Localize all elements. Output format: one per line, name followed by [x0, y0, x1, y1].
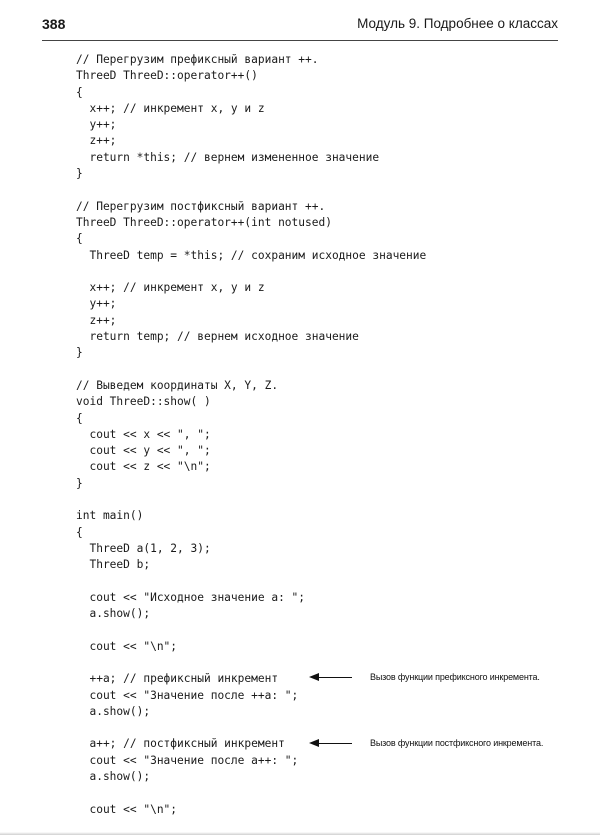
page-header — [42, 16, 558, 36]
code-line: return *this; // вернем измененное значение — [76, 150, 380, 164]
code-line: return temp; // вернем исходное значение — [76, 330, 359, 344]
code-line: x++; // инкремент x, y и z — [76, 101, 265, 115]
code-line: cout << "\n"; — [76, 639, 178, 653]
code-line — [76, 720, 556, 736]
code-line: a++; // постфиксный инкремент — [76, 737, 285, 751]
code-line — [76, 785, 556, 801]
code-line — [76, 182, 556, 198]
code-line: cout << x << ", "; — [76, 427, 211, 441]
code-line: z++; — [76, 134, 117, 148]
code-line — [76, 622, 556, 638]
code-line — [76, 574, 556, 590]
code-line: cout << "Значение после ++a: "; — [76, 688, 299, 702]
code-line: void ThreeD::show( ) — [76, 395, 211, 409]
postfix-callout — [318, 736, 543, 750]
code-line: cout << "Значение после a++: "; — [76, 753, 299, 767]
code-line: cout << y << ", "; — [76, 444, 211, 458]
code-line: z++; — [76, 313, 117, 327]
running-head: Модуль 9. Подробнее о классах — [357, 16, 558, 31]
code-line: a.show(); — [76, 704, 151, 718]
code-line: ThreeD ThreeD::operator++() — [76, 69, 258, 83]
code-line: a.show(); — [76, 770, 151, 784]
code-line — [76, 264, 556, 280]
code-line: cout << "Исходное значение a: "; — [76, 590, 306, 604]
code-line — [76, 492, 556, 508]
prefix-callout — [318, 670, 540, 684]
code-line: } — [76, 346, 83, 360]
code-line: x++; // инкремент x, y и z — [76, 281, 265, 295]
code-line: ThreeD temp = *this; // сохраним исходное значение — [76, 248, 427, 262]
code-listing — [76, 52, 556, 818]
page-number: 388 — [42, 16, 66, 32]
code-line: } — [76, 167, 83, 181]
code-line: cout << "\n"; — [76, 802, 178, 816]
code-line: y++; — [76, 297, 117, 311]
code-line: // Перегрузим постфиксный вариант ++. — [76, 199, 326, 213]
code-line: y++; — [76, 118, 117, 132]
code-line: { — [76, 525, 83, 539]
code-line — [76, 362, 556, 378]
code-line: a.show(); — [76, 607, 151, 621]
code-line: ThreeD a(1, 2, 3); — [76, 541, 211, 555]
arrow-left-icon — [318, 743, 352, 744]
code-line: { — [76, 232, 83, 246]
arrow-left-icon — [318, 677, 352, 678]
prefix-callout-text: Вызов функции префиксного инкремента. — [370, 672, 540, 682]
code-line: { — [76, 411, 83, 425]
code-line — [76, 655, 556, 671]
code-line: ThreeD ThreeD::operator++(int notused) — [76, 215, 332, 229]
code-line: int main() — [76, 509, 144, 523]
code-line: cout << z << "\n"; — [76, 460, 211, 474]
code-line: // Выведем координаты X, Y, Z. — [76, 378, 279, 392]
postfix-callout-text: Вызов функции постфиксного инкремента. — [370, 738, 544, 748]
code-line: ++a; // префиксный инкремент — [76, 672, 279, 686]
code-line: { — [76, 85, 83, 99]
code-line: // Перегрузим префиксный вариант ++. — [76, 53, 319, 66]
code-line: ThreeD b; — [76, 558, 151, 572]
code-line: } — [76, 476, 83, 490]
header-rule — [42, 40, 558, 41]
